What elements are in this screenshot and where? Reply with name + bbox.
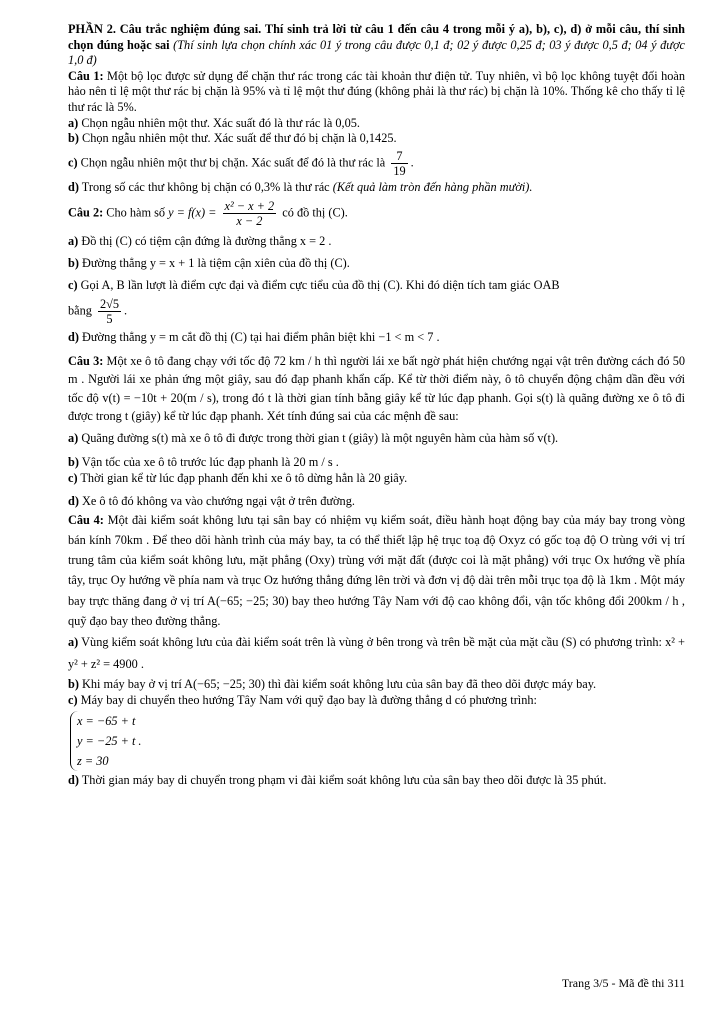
q4-option-c xyxy=(68,693,685,709)
q1-label: Câu 1: xyxy=(68,68,104,83)
q1-option-a xyxy=(68,116,685,132)
q3-option-b xyxy=(68,455,685,471)
q4-stem: Một đài kiểm soát không lưu tại sân bay có nhiệm vụ kiểm soát, điều hành hoạt động bay của máy bay trong vòng bán kính 70km . Để theo dõi hành trình của máy bay, ta có thể thiết lập hệ trục toạ độ Oxyz có gốc toạ độ O trùng với vị trí trung tâm của kiểm soát không lưu, mặt phẳng (Oxy) trùng với mặt đất (được coi là mặt phẳng) với trục Ox hướng về phía tây, trục Oy hướng về phía nam và trục Oz hướng thẳng đứng lên trời và đơn vị độ dài trên mỗi trục tọa độ là 1km . Một máy bay trực thăng đang ở vị trí A(−65; −25; 30) bay theo hướng Tây Nam với độ cao không đổi, vận tốc không đổi 200km / h , quỹ đạo bay theo đường thẳng. xyxy=(68,512,686,628)
q2-a-text: Đồ thị (C) có tiệm cận đứng là đường thẳng x = 2 . xyxy=(81,234,332,249)
q2-label: Câu 2: xyxy=(68,205,104,220)
q3-a-text: Quãng đường s(t) mà xe ô tô đi được trong thời gian t (giây) là một nguyên hàm của hàm số v(t). xyxy=(81,431,559,446)
q2-option-b xyxy=(68,256,685,272)
q2-option-c-cont: bằng $\frac{2√5}{5}$ . xyxy=(68,297,128,327)
q1-c-text: Chọn ngẫu nhiên một thư bị chặn. Xác suất để đó là thư rác là xyxy=(80,155,386,170)
q4-sys-x: x = −65 + t xyxy=(77,713,136,728)
q1-d-note: (Kết quả làm tròn đến hàng phần mười). xyxy=(332,179,533,194)
q4-option-d xyxy=(68,773,685,789)
q3-option-c xyxy=(68,471,685,487)
q3-c-text: Thời gian kể từ lúc đạp phanh đến khi xe ô tô dừng hẳn là 20 giây. xyxy=(80,470,408,485)
q4-sys-z: z = 30 xyxy=(77,753,109,768)
q3-b-text: Vận tốc của xe ô tô trước lúc đạp phanh là 20 m / s . xyxy=(81,454,339,469)
exam-page xyxy=(68,22,685,788)
q3-d-label: d) xyxy=(68,494,79,509)
q2-c-num: 2√5 xyxy=(99,297,120,312)
q2-option-d xyxy=(68,330,685,346)
q3-option-a xyxy=(68,431,685,447)
q3-c-label: c) xyxy=(68,470,78,485)
q2-option-c xyxy=(68,278,685,294)
q2-func-num: x² − x + 2 xyxy=(224,199,275,214)
q4-option-b xyxy=(68,675,685,693)
q3-d-text: Xe ô tô đó không va vào chướng ngại vật ở trên đường. xyxy=(82,494,355,509)
q4-c-label: c) xyxy=(68,692,78,707)
q4-a-text: Vùng kiểm soát không lưu của đài kiểm soát trên là vùng ở bên trong và trên bề mặt của mặt cầu (S) có phương trình: x² + y² + z² = 4900 . xyxy=(68,634,685,671)
q2-b-text: Đường thẳng y = x + 1 là tiệm cận xiên của đồ thị (C). xyxy=(82,255,350,270)
q4-label: Câu 4: xyxy=(68,512,104,527)
q1-c-label: c) xyxy=(68,155,78,170)
q2-c-cont-text: bằng xyxy=(68,303,92,318)
part2-header xyxy=(68,22,685,69)
q1-option-c: c) Chọn ngẫu nhiên một thư bị chặn. Xác suất để đó là thư rác là $\frac{7}{19}$ . xyxy=(68,148,414,178)
q2-c-text: Gọi A, B lần lượt là điểm cực đại và điểm cực tiểu của đồ thị (C). Khi đó diện tích tam giác OAB xyxy=(80,277,560,292)
q1-option-b xyxy=(68,131,685,147)
q4-b-label: b) xyxy=(68,676,79,691)
q2-stem-post: có đồ thị (C). xyxy=(282,205,348,220)
part2-scoring: (Thí sinh lựa chọn chính xác 01 ý trong câu được 0,1 đ; 02 ý được 0,25 đ; 03 ý được 0,5 đ; 04 ý được 1,0 đ) xyxy=(68,37,685,68)
q1-a-label: a) xyxy=(68,115,79,130)
q2-func-lhs: y = f(x) = xyxy=(168,205,217,220)
q1-d-label: d) xyxy=(68,179,79,194)
q2-func-fraction xyxy=(223,199,277,228)
q1-a-text: Chọn ngẫu nhiên một thư. Xác suất đó là thư rác là 0,05. xyxy=(81,115,361,130)
q4-c-text: Máy bay di chuyển theo hướng Tây Nam với quỹ đạo bay là đường thẳng d có phương trình: xyxy=(80,692,537,707)
part2-heading: PHẦN 2. Câu trắc nghiệm đúng sai. Thí sinh trả lời từ câu 1 đến câu 4 trong mỗi ý a), b), c), d) ở mỗi câu, thí sinh chọn đúng hoặc sai xyxy=(68,22,685,52)
q1-c-num: 7 xyxy=(391,149,407,164)
page-footer: Trang 3/5 - Mã đề thi 311 xyxy=(561,976,685,990)
q1-option-d xyxy=(68,180,685,196)
q2-c-den: 5 xyxy=(106,312,113,327)
q3-label: Câu 3: xyxy=(68,353,104,368)
q4-d-label: d) xyxy=(68,772,79,787)
q1-stem-row xyxy=(68,69,685,116)
q3-stem: Một xe ô tô đang chạy với tốc độ 72 km / h thì người lái xe bất ngờ phát hiện chướng ngại vật trên đường cách đó 50 m . Người lái xe phản ứng một giây, sau đó đạp phanh khẩn cấp. Kể từ thời điểm này, ô tô chuyển động chậm dần đều với tốc độ v(t) = −10t + 20(m / s), trong đó t là thời gian tính bằng giây kể từ lúc đạp phanh. Gọi s(t) là quãng đường xe ô tô đi được trong t (giây) kể từ lúc đạp phanh. Xét tính đúng sai của các mệnh đề sau: xyxy=(68,353,685,423)
q2-func-den: x − 2 xyxy=(236,214,263,229)
q4-system-brace xyxy=(70,711,142,771)
q2-d-label: d) xyxy=(68,330,79,345)
q4-stem-row xyxy=(68,510,685,631)
q1-d-text: Trong số các thư không bị chặn có 0,3% là thư rác xyxy=(81,179,330,194)
q1-c-den: 19 xyxy=(393,163,406,178)
q1-b-text: Chọn ngẫu nhiên một thư. Xác suất để thư đó bị chặn là 0,1425. xyxy=(82,131,397,146)
q2-b-label: b) xyxy=(68,255,79,270)
q3-a-label: a) xyxy=(68,431,79,446)
q1-c-fraction xyxy=(391,149,407,178)
q2-stem-pre: Cho hàm số xyxy=(106,205,166,220)
q4-sys-y: y = −25 + t . xyxy=(77,733,142,748)
q2-option-a xyxy=(68,234,685,250)
q2-stem-row xyxy=(68,199,685,228)
q2-c-fraction xyxy=(98,297,121,326)
q4-line-system xyxy=(68,711,685,771)
q3-b-label: b) xyxy=(68,454,79,469)
q1-stem: Một bộ lọc được sử dụng để chặn thư rác trong các tài khoản thư điện tử. Tuy nhiên, vì bộ lọc không tuyệt đối hoàn hảo nên tỉ lệ một thư rác bị chặn là 95% và tỉ lệ một thư đúng (không phải là thư rác) bị chặn là 10%. Thống kê cho thấy tỉ lệ thư rác là 5%. xyxy=(68,68,685,114)
q2-a-label: a) xyxy=(68,234,79,249)
q2-d-text: Đường thẳng y = m cắt đồ thị (C) tại hai điểm phân biệt khi −1 < m < 7 . xyxy=(82,330,440,345)
q4-a-label: a) xyxy=(68,634,79,649)
q3-option-d xyxy=(68,494,685,510)
q4-option-a xyxy=(68,631,685,675)
q4-b-text: Khi máy bay ở vị trí A(−65; −25; 30) thì đài kiểm soát không lưu của sân bay đã theo dõi được máy bay. xyxy=(82,676,597,691)
q2-c-label: c) xyxy=(68,277,78,292)
q1-b-label: b) xyxy=(68,131,79,146)
q3-stem-row xyxy=(68,352,685,426)
q4-d-text: Thời gian máy bay di chuyển trong phạm vi đài kiểm soát không lưu của sân bay theo dõi được là 35 phút. xyxy=(81,772,607,787)
